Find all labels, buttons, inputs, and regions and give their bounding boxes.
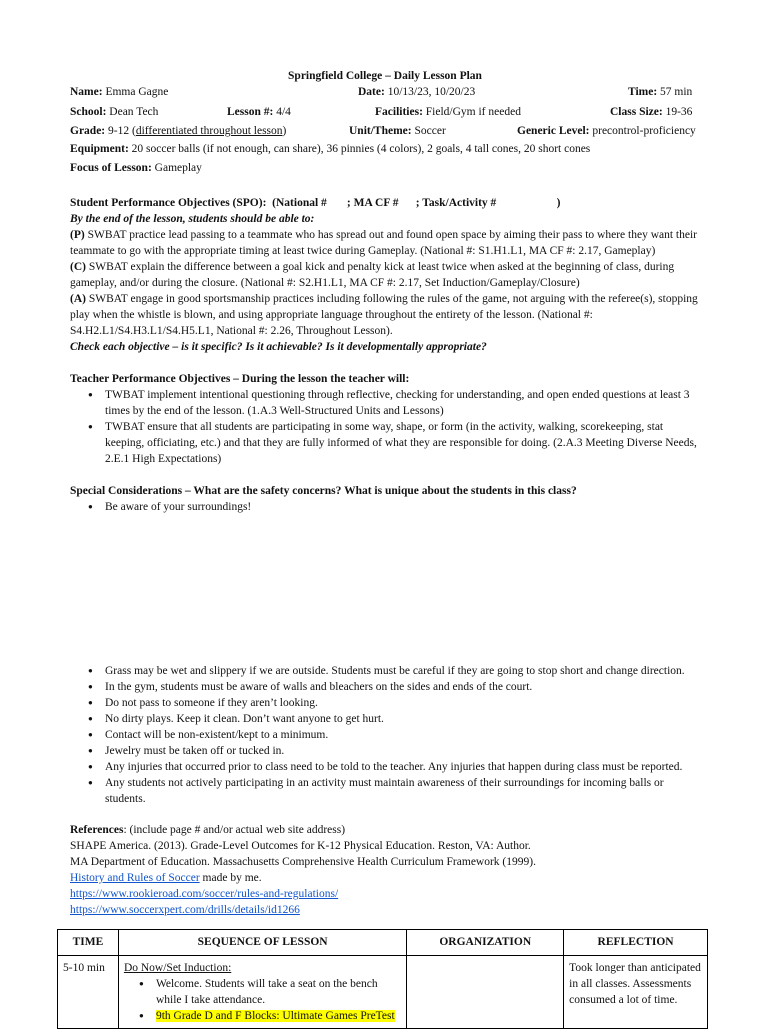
- header-time: TIME: [58, 930, 119, 956]
- equipment-value: 20 soccer balls (if not enough, can share), 36 pinnies (4 colors), 2 goals, 4 tall cones, 20 short cones: [131, 143, 591, 155]
- equipment-label: Equipment:: [70, 143, 129, 155]
- page-title: Springfield College – Daily Lesson Plan: [288, 70, 482, 82]
- tpo-section: [70, 371, 700, 467]
- tpo-item: ● TWBAT implement intentional questioning through reflective, checking for understanding, and open ended questions at least 3 times by the end of the lesson. (1.A.3 Well-Structured Units and Lessons): [105, 387, 700, 419]
- history-suffix: made by me.: [199, 872, 262, 884]
- row-reflection: Took longer than anticipated in all classes. Assessments consumed a lot of time.: [564, 956, 708, 1029]
- lesson-label: Lesson #:: [227, 106, 274, 118]
- sequence-title: Do Now/Set Induction:: [123, 962, 232, 974]
- time-value: 57 min: [660, 86, 693, 98]
- lesson-value: 4/4: [276, 106, 291, 118]
- spo-cognitive: (C) SWBAT explain the difference between a goal kick and penalty kick at least twice when asked at the beginning of class, during gameplay, and/or during the closure. (National #: S2.H1.L1, MA CF #: 2.17, Set Induction/Gameplay/Closure): [70, 261, 675, 289]
- row-time: 5-10 min: [58, 956, 119, 1029]
- name-label: Name:: [70, 86, 103, 98]
- special-first-item: ● Be aware of your surroundings!: [105, 499, 700, 515]
- row-sequence: [118, 956, 406, 1029]
- safety-item: ● Contact will be non-existent/kept to a minimum.: [105, 727, 700, 743]
- school-label: School:: [70, 106, 107, 118]
- header-organization: ORGANIZATION: [407, 930, 564, 956]
- header-row-grade: Grade: 9-12 (differentiated throughout lesson) Unit/Theme: Soccer Generic Level: precontrol-proficiency: [70, 125, 696, 137]
- grade-value: 9-12: [108, 125, 130, 137]
- generic-level-label: Generic Level:: [517, 125, 590, 137]
- grade-note: differentiated throughout lesson: [135, 125, 283, 137]
- grade-label: Grade:: [70, 125, 106, 137]
- facilities-label: Facilities:: [375, 106, 423, 118]
- header-row-name: [70, 84, 700, 100]
- class-size-value: 19-36: [665, 106, 693, 118]
- tpo-heading: Teacher Performance Objectives – During the lesson the teacher will:: [70, 373, 410, 385]
- safety-list: [70, 663, 700, 807]
- safety-item: ● Do not pass to someone if they aren’t looking.: [105, 695, 700, 711]
- spo-check: Check each objective – is it specific? Is it achievable? Is it developmentally appropriate?: [70, 341, 487, 353]
- safety-item: ● Any students not actively participating in an activity must maintain awareness of their surroundings for incoming balls or students.: [105, 775, 700, 807]
- special-heading: Special Considerations – What are the safety concerns? What is unique about the students in this class?: [70, 485, 577, 497]
- reference-line: SHAPE America. (2013). Grade-Level Outcomes for K-12 Physical Education. Reston, VA: Author.: [70, 840, 531, 852]
- rookieroad-link[interactable]: https://www.rookieroad.com/soccer/rules-and-regulations/: [70, 888, 339, 900]
- header-row-school: [70, 104, 700, 120]
- soccerxpert-link[interactable]: https://www.soccerxpert.com/drills/details/id1266: [70, 904, 300, 916]
- table-header-row: [58, 930, 708, 956]
- tpo-item: ● TWBAT ensure that all students are participating in some way, shape, or form (in the activity, walking, scorekeeping, stat keeping, officiating, etc.) and that they are fully informed of what they are responsible for doing. (2.A.3 Meeting Diverse Needs, 2.E.1 High Expectations): [105, 419, 700, 467]
- safety-item: ● In the gym, students must be aware of walls and bleachers on the sides and ends of the court.: [105, 679, 700, 695]
- school-value: Dean Tech: [109, 106, 159, 118]
- lesson-sequence-table: [57, 929, 708, 1029]
- row-organization: [407, 956, 564, 1029]
- unit-value: Soccer: [414, 125, 446, 137]
- table-row: [58, 956, 708, 1029]
- safety-item: ● No dirty plays. Keep it clean. Don’t want anyone to get hurt.: [105, 711, 700, 727]
- facilities-value: Field/Gym if needed: [425, 106, 521, 118]
- spo-psychomotor: (P) SWBAT practice lead passing to a teammate who has spread out and found open space by aiming their pass to where they want their teammate to go with the appropriate timing at least twice during Gameplay. (National #: S1.H1.L1, MA CF #: 2.17, Gameplay): [70, 229, 697, 257]
- name-value: Emma Gagne: [105, 86, 169, 98]
- sequence-item: ● Welcome. Students will take a seat on the bench while I take attendance.: [156, 976, 401, 1008]
- safety-item: ● Jewelry must be taken off or tucked in.: [105, 743, 700, 759]
- time-label: Time:: [628, 86, 658, 98]
- header-row-focus: [70, 160, 700, 176]
- focus-label: Focus of Lesson:: [70, 162, 152, 174]
- class-size-label: Class Size:: [610, 106, 663, 118]
- references-section: [70, 822, 700, 918]
- header-sequence: SEQUENCE OF LESSON: [118, 930, 406, 956]
- header-reflection: REFLECTION: [564, 930, 708, 956]
- spo-intro: By the end of the lesson, students should be able to:: [70, 213, 315, 225]
- references-label: References: [70, 824, 124, 836]
- safety-item: ● Any injuries that occurred prior to class need to be told to the teacher. Any injuries that happen during class must be reported.: [105, 759, 700, 775]
- safety-item: ● Grass may be wet and slippery if we are outside. Students must be careful if they are going to stop short and change direction.: [105, 663, 700, 679]
- date-label: Date:: [358, 86, 385, 98]
- reference-line: MA Department of Education. Massachusetts Comprehensive Health Curriculum Framework (1999).: [70, 856, 536, 868]
- spo-heading: Student Performance Objectives (SPO): (National # ; MA CF # ; Task/Activity # ): [70, 197, 561, 209]
- date-value: 10/13/23, 10/20/23: [387, 86, 476, 98]
- sequence-item: ● 9th Grade D and F Blocks: Ultimate Games PreTest: [156, 1008, 401, 1024]
- generic-level-value: precontrol-proficiency: [592, 125, 696, 137]
- spo-section: [70, 195, 700, 355]
- focus-value: Gameplay: [154, 162, 202, 174]
- special-section: [70, 483, 700, 515]
- header-row-equipment: [70, 141, 700, 157]
- unit-label: Unit/Theme:: [349, 125, 412, 137]
- spo-affective: (A) SWBAT engage in good sportsmanship practices including following the rules of the game, not arguing with the referee(s), stopping play when the whistle is blown, and using appropriate language throughout the entirety of the lesson. (National #: S4.H2.L1/S4.H3.L1/S4.H5.L1, National #: 2.26, Throughout Lesson).: [70, 293, 698, 337]
- history-rules-link[interactable]: History and Rules of Soccer: [70, 872, 200, 884]
- references-note: : (include page # and/or actual web site address): [123, 824, 346, 836]
